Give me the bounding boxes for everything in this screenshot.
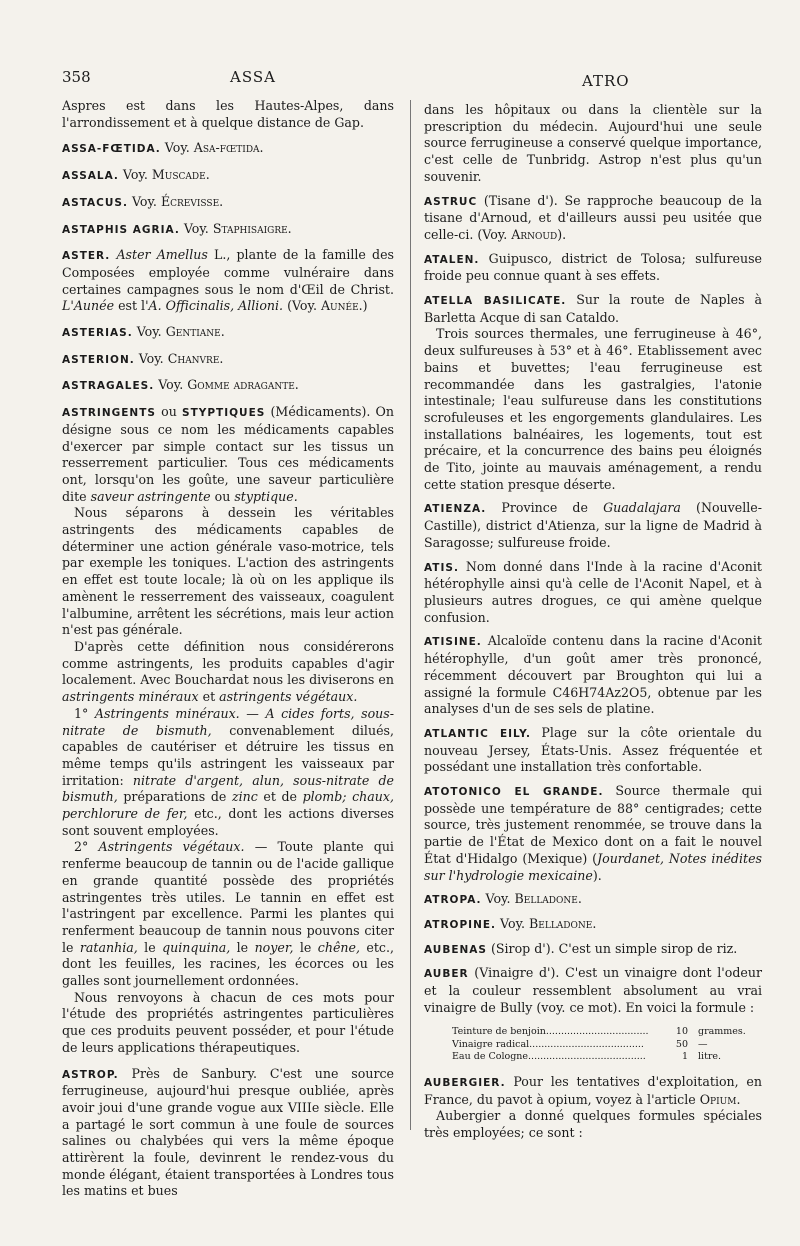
entry-atisine: ATISINE. Alcaloïde contenu dans la racine d'Aconit hétérophylle, d'un goût amer très prononcé, récemment découvert par Broughton qui lui a assigné la formule C46H74Az2O5, obtenue par les analyses d'un de ses sels de platine. xyxy=(424,633,762,717)
entry-continuation: dans les hôpitaux ou dans la clientèle sur la prescription du médecin. Aujourd'hui une seule source ferrugineuse a conservé quelque importance, c'est celle de Tunbridg. Astrop n'est plus qu'un souvenir. xyxy=(424,102,762,184)
entry-assa-foetida: ASSA-FŒTIDA. Voy. Asa-fœtida. xyxy=(62,140,264,156)
headword: AUBERGIER. xyxy=(424,1076,506,1089)
entry-asterion: ASTERION. Voy. Chanvre. xyxy=(62,350,224,366)
column-divider xyxy=(410,100,411,1130)
entry-astacus: ASTACUS. Voy. Écrevisse. xyxy=(62,193,224,209)
cross-reference: Asa-fœtida. xyxy=(193,140,264,156)
headword: ATELLA BASILICATE. xyxy=(424,295,567,308)
cross-reference: Muscade. xyxy=(151,167,210,183)
entry-atella-basilicate: ATELLA BASILICATE. Sur la route de Naples à Barletta Acque di san Cataldo. Trois sources thermales, une ferrugineuse à 46°, deux sulfureuses à 53° et à 46°. Etablissement avec bains et buvettes; l'eau ferrugineuse est recommandée dans les gastralgies, l'atonie intestinale; l'eau sulfureuse dans les constitutions scrofuleuses et les engorgements glandulaires. Les installations balnéaires, les logements, tout est précaire, et la concurrence des bains peu éloignés de Tito, jointe au mauvais aménagement, a rendu cette station presque déserte. xyxy=(424,292,762,492)
headword: ATIS. xyxy=(424,561,459,574)
entry-auber: AUBER (Vinaigre d'). C'est un vinaigre dont l'odeur et la couleur ressemblent absolument au vrai vinaigre de Bully (voy. ce mot). En voici la formule : xyxy=(424,965,762,1015)
headword: ASTAPHIS AGRIA. xyxy=(62,223,180,236)
headword: ATLANTIC EILY. xyxy=(424,727,531,740)
headword: AUBENAS xyxy=(424,943,487,956)
cross-reference: Écrevisse. xyxy=(160,193,224,209)
paragraph-vegetal: 2° Astringents végétaux. — Toute plante qui renferme beaucoup de tannin ou de l'acide gallique en grande quantité possède des propriétés astringentes très utiles. Le tannin en effet est l'astringent par excellence. Parmi les plantes qui renferment beaucoup de tannin nous pouvons citer le ratanhia, le quinquina, le noyer, le chêne, etc., dont les feuilles, les racines, les écorces ou les galles sont journellement ordonnées. xyxy=(62,839,394,989)
cross-reference: Belladone. xyxy=(529,915,597,931)
headword: ATIENZA. xyxy=(424,503,487,516)
right-column xyxy=(424,102,762,1149)
paragraph: D'après cette définition nous considérerons comme astringents, les produits capables d'agir localement. Avec Bouchardat nous les diviserons en astringents minéraux et astringents végétaux. xyxy=(62,638,394,705)
headword: ASTER. xyxy=(62,250,111,263)
headword: ASTACUS. xyxy=(62,196,128,209)
headword: ASTRUC xyxy=(424,195,478,208)
headword: STYPTIQUES xyxy=(182,407,266,420)
cross-reference: Belladone. xyxy=(514,891,582,907)
entry-astringents-definition: ASTRINGENTS ou STYPTIQUES (Médicaments). On désigne sous ce nom les médicaments capables d'exercer par simple contact sur les tissus un resserrement particulier. Tous ces médicaments ont, lorsqu'on les goûte, une saveur particulière dite saveur astringente ou styptique. xyxy=(62,404,394,504)
entry-atotonico-el-grande: ATOTONICO EL GRANDE. Source thermale qui possède une température de 88° centigrades; cette source, très justement renommée, se trouve dans la partie de l'État de Mexico dont on a fait le nouvel État d'Hidalgo (Mexique) (Jourdanet, Notes inédites sur l'hydrologie mexicaine). xyxy=(424,783,763,883)
headword: ATALEN. xyxy=(424,253,480,266)
entry-assala: ASSALA. Voy. Muscade. xyxy=(62,167,210,183)
entry-atienza: ATIENZA. Province de Guadalajara (Nouvelle-Castille), district d'Atienza, sur la ligne de Madrid à Saragosse; sulfureuse froide. xyxy=(424,500,762,550)
headword: ASTRINGENTS xyxy=(62,407,156,420)
formula-row: Teinture de benjoin.................................. 10 grammes. xyxy=(452,1026,746,1038)
headword: ASSA-FŒTIDA. xyxy=(62,143,161,156)
left-column xyxy=(62,98,394,1209)
running-head-left: ASSA xyxy=(230,68,276,86)
entry-aubenas: AUBENAS (Sirop d'). C'est un simple sirop de riz. xyxy=(424,940,738,956)
headword: ATROPINE. xyxy=(424,918,497,931)
entry-aster: ASTER. Aster Amellus L., plante de la famille des Composées employée comme vulnéraire dans certaines campagnes sous le nom d'Œil de Christ. L'Aunée est l'A. Officinalis, Allioni. (Voy. Aunée.) xyxy=(62,247,394,314)
running-head-right: ATRO xyxy=(582,72,630,90)
entry-astruc: ASTRUC (Tisane d'). Se rapproche beaucoup de la tisane d'Arnoud, et d'ailleurs aussi peu usitée que celle-ci. (Voy. Arnoud). xyxy=(424,192,762,242)
entry-atalen: ATALEN. Guipusco, district de Tolosa; sulfureuse froide peu connue quant à ses effets. xyxy=(424,250,762,284)
entry-atropa: ATROPA. Voy. Belladone. xyxy=(424,891,582,907)
cross-reference: Gomme adragante. xyxy=(187,377,299,393)
cross-reference: Arnoud xyxy=(511,226,558,242)
headword: ASSALA. xyxy=(62,170,119,183)
paragraph-mineral: 1° Astringents minéraux. — A cides forts, sous-nitrate de bismuth, convenablement dilués, capables de cautériser et détruire les tissus en même temps qu'ils astringent les vaisseaux par irritation: nitrate d'argent, alun, sous-nitrate de bismuth, préparations de zinc et de plomb; chaux, perchlorure de fer, etc., dont les actions diverses sont souvent employées. xyxy=(62,705,394,838)
headword: ASTRAGALES. xyxy=(62,380,155,393)
formula-row: Eau de Cologne....................................... 1 litre. xyxy=(452,1051,722,1063)
cross-reference: Chanvre. xyxy=(167,350,224,366)
headword: ATOTONICO EL GRANDE. xyxy=(424,786,604,799)
cross-reference: Gentiane. xyxy=(165,324,225,340)
entry-aubergier: AUBERGIER. Pour les tentatives d'exploitation, en France, du pavot à opium, voyez à l'article Opium. Aubergier a donné quelques formules spéciales très employées; ce sont : xyxy=(424,1073,762,1141)
paragraph: Trois sources thermales, une ferrugineuse à 46°, deux sulfureuses à 53° et à 46°. Etablissement avec bains et buvettes; l'eau ferrugineuse est recommandée dans les gastralgies, l'atonie intestinale; l'eau sulfureuse dans les constitutions scrofuleuses et les engorgements glandulaires. Les installations balnéaires, les logements, tout est précaire, et la concurrence des bains peu éloignés de Tito, jointe au mauvais aménagement, a rendu cette station presque déserte. xyxy=(424,326,762,492)
headword: AUBER xyxy=(424,968,469,981)
entry-asterias: ASTERIAS. Voy. Gentiane. xyxy=(62,324,225,340)
formula-row: Vinaigre radical...................................... 50 — xyxy=(452,1038,708,1050)
page-number: 358 xyxy=(62,68,91,86)
entry-astringents xyxy=(62,404,394,1056)
paragraph: Nous séparons à dessein les véritables astringents des médicaments capables de déterminer une action générale vaso-motrice, tels par exemple les toniques. L'action des astringents en effet est toute locale; là où on les applique ils amènent le resserrement des vaisseaux, coagulent l'albumine, arrêtent les sécrétions, mais leur action n'est pas générale. xyxy=(62,505,394,638)
entry-atlantic-eily: ATLANTIC EILY. Plage sur la côte orientale du nouveau Jersey, États-Unis. Assez fréquentée et possédant une installation très confortable. xyxy=(424,724,762,775)
headword: ATISINE. xyxy=(424,636,482,649)
headword: ASTROP. xyxy=(62,1068,119,1081)
entry-astaphis-agria: ASTAPHIS AGRIA. Voy. Staphisaigre. xyxy=(62,220,292,236)
entry-astragales: ASTRAGALES. Voy. Gomme adragante. xyxy=(62,377,299,393)
entry-astrop: ASTROP. Près de Sanbury. C'est une source ferrugineuse, aujourd'hui presque oubliée, après avoir joui d'une grande vogue aux VIIIe siècle. Elle a partagé le sort commun à une foule de sources salines ou chalybées qui vers la même époque attirèrent la foule, devinrent le rendez-vous du monde élégant, étaient transportées à Londres tous les matins et bues xyxy=(62,1065,394,1199)
paragraph: Aubergier a donné quelques formules spéciales très employées; ce sont : xyxy=(424,1108,762,1141)
formula-table xyxy=(452,1026,762,1064)
headword: ASTERIAS. xyxy=(62,327,133,340)
paragraph: Nous renvoyons à chacun de ces mots pour l'étude des propriétés astringentes particulières que ces produits peuvent posséder, et pour l'étude de leurs applications thérapeutiques. xyxy=(62,989,394,1055)
headword: ATROPA. xyxy=(424,894,482,907)
entry-atis: ATIS. Nom donné dans l'Inde à la racine d'Aconit hétérophylle ainsi qu'à celle de l'Aconit Napel, et à plusieurs autres drogues, ce qui amène quelque confusion. xyxy=(424,558,762,625)
entry-continuation: Aspres est dans les Hautes-Alpes, dans l'arrondissement et à quelque distance de Gap. xyxy=(62,98,394,130)
headword: ASTERION. xyxy=(62,353,135,366)
entry-atropine: ATROPINE. Voy. Belladone. xyxy=(424,915,597,931)
cross-reference: Opium xyxy=(699,1091,737,1107)
cross-reference: Staphisaigre. xyxy=(212,220,292,236)
